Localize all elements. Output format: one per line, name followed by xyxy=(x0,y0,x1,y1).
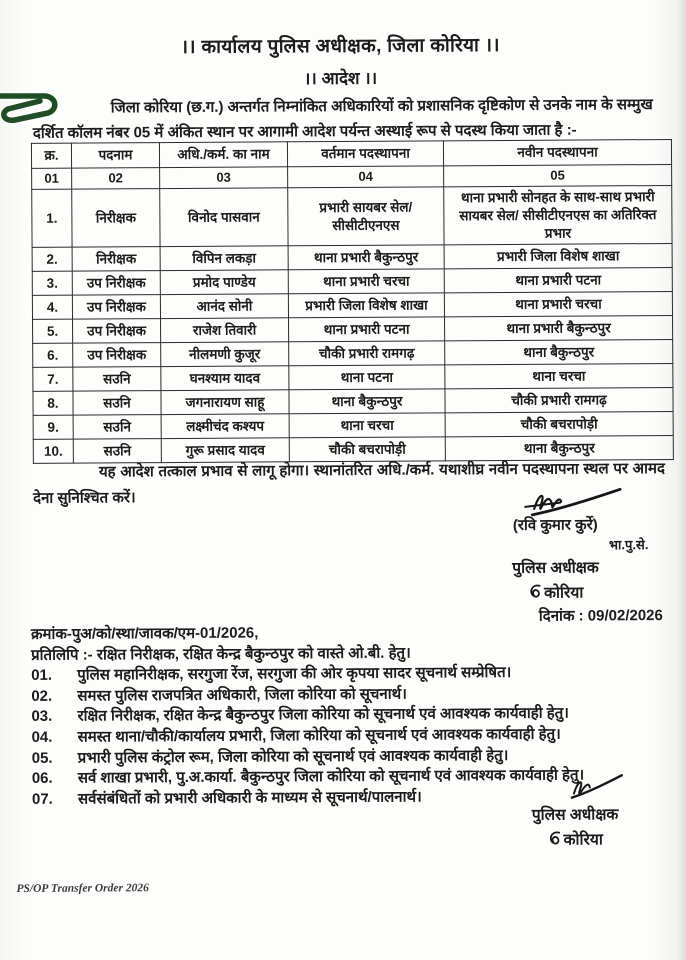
cell-new-posting: थाना बैकुन्ठपुर xyxy=(445,435,673,460)
list-item-text: रक्षित निरीक्षक, रक्षित केन्द्र बैकुन्ठपुर जिला कोरिया को सूचनार्थ एवं आवश्यक कार्यवाही हेतु। xyxy=(77,704,569,725)
cell-name: प्रमोद पाण्डेय xyxy=(160,270,288,295)
cell-designation: निरीक्षक xyxy=(72,189,160,248)
closing-paragraph: यह आदेश तत्काल प्रभाव से लागू होगा। स्थानांतरित अधि./कर्म. यथाशीघ्र नवीन पदस्थापना स्थल पर आमद देना सुनिश्चित करें। xyxy=(33,460,665,507)
cell-current: चौकी प्रभारी रामगढ़ xyxy=(289,341,445,366)
cell-current: थाना प्रभारी चरचा xyxy=(288,269,444,294)
cell-designation: उप निरीक्षक xyxy=(72,295,160,320)
list-item xyxy=(31,704,673,726)
cell-sno: 10. xyxy=(33,439,73,463)
col-number: 01 xyxy=(32,168,72,189)
list-item-number: 07. xyxy=(31,790,53,809)
list-item-text: समस्त पुलिस राजपत्रित अधिकारी, जिला कोरिया को सूचनार्थ। xyxy=(77,685,407,705)
list-item-text: पुलिस महानिरीक्षक, सरगुजा रेंज, सरगुजा की ओर कृपया सादर सूचनार्थ सम्प्रेषित। xyxy=(77,663,512,684)
cell-new-posting: थाना बैकुन्ठपुर xyxy=(445,339,673,364)
cell-sno: 3. xyxy=(32,271,72,295)
cell-current: चौकी बचरापोड़ी xyxy=(289,437,445,462)
cell-sno: 8. xyxy=(33,391,73,415)
list-item-number: 03. xyxy=(31,708,53,726)
cell-name: विनोद पासवान xyxy=(160,188,288,247)
signatory-service: भा.पु.से. xyxy=(608,537,649,553)
cell-new-posting: चौकी प्रभारी रामगढ़ xyxy=(445,387,673,412)
cell-new-posting: चौकी बचरापोड़ी xyxy=(445,411,673,436)
cell-current: थाना प्रभारी बैकुन्ठपुर xyxy=(288,245,444,270)
cell-sno: 5. xyxy=(33,319,73,343)
col-header-new-posting: नवीन पदस्थापना xyxy=(443,139,671,165)
transfer-table xyxy=(31,139,674,464)
cell-current: प्रभारी जिला विशेष शाखा xyxy=(288,293,444,318)
list-item xyxy=(31,684,673,706)
cell-name: राजेश तिवारी xyxy=(161,318,289,343)
cell-designation: सउनि xyxy=(73,391,161,416)
signatory-designation: पुलिस अधीक्षक xyxy=(531,806,619,824)
signatory-district xyxy=(500,827,650,850)
col-number: 05 xyxy=(444,164,672,186)
cell-new-posting: थाना प्रभारी सोनहत के साथ-साथ प्रभारी सायबर सेल/ सीसीटीएनएस का अतिरिक्त प्रभार xyxy=(444,185,672,244)
cell-new-posting: थाना चरचा xyxy=(445,363,673,388)
office-title: ।। कार्यालय पुलिस अधीक्षक, जिला कोरिया ।। xyxy=(180,35,500,58)
cell-name: आनंद सोनी xyxy=(160,294,288,319)
col-number: 04 xyxy=(288,166,444,188)
table-header-row xyxy=(31,139,671,168)
col-header-designation: पदनाम xyxy=(71,143,159,169)
cell-current: थाना चरचा xyxy=(289,413,445,438)
cell-designation: उप निरीक्षक xyxy=(73,343,161,368)
list-item-number: 01. xyxy=(31,666,53,684)
cell-sno: 9. xyxy=(33,415,73,439)
cell-new-posting: थाना प्रभारी पटना xyxy=(444,267,672,292)
list-item-text: प्रभारी पुलिस कंट्रोल रूम, जिला कोरिया को सूचनार्थ एवं आवश्यक कार्यवाही हेतु। xyxy=(77,746,509,767)
list-item-text: समस्त थाना/चौकी/कार्यालय प्रभारी, जिला कोरिया को सूचनार्थ एवं आवश्यक कार्यवाही हेतु। xyxy=(77,725,561,746)
col-number: 03 xyxy=(160,167,288,189)
cell-name: जगनारायण साहू xyxy=(161,390,289,415)
list-item-number: 05. xyxy=(31,749,53,767)
signatory-name: (रवि कुमार कुर्रे) xyxy=(512,516,598,534)
signature-scribble-icon xyxy=(562,772,626,802)
cell-current: थाना बैकुन्ठपुर xyxy=(289,389,445,414)
cell-new-posting: प्रभारी जिला विशेष शाखा xyxy=(444,243,672,268)
cell-name: गुरू प्रसाद यादव xyxy=(161,438,289,463)
copy-heading: प्रतिलिपि :- रक्षित निरीक्षक, रक्षित केन्द्र बैकुन्ठपुर को वास्ते ओ.बी. हेतु। xyxy=(31,644,411,664)
cell-new-posting: थाना प्रभारी चरचा xyxy=(444,291,672,316)
cell-designation: सउनि xyxy=(73,415,161,440)
col-header-current-posting: वर्तमान पदस्थापना xyxy=(287,141,443,167)
list-item-text: सर्व शाखा प्रभारी, पु.अ.कार्या. बैकुन्ठपुर जिला कोरिया को सूचनार्थ एवं आवश्यक कार्यवाही हेतु। xyxy=(77,766,585,788)
intro-paragraph: जिला कोरिया (छ.ग.) अन्तर्गत निम्नांकित अधिकारियों को प्रशासनिक दृष्टिकोण से उनके नाम के सम्मुख दर्शित कॉलम नंबर 05 में अंकित स्थान पर आगामी आदेश पर्यन्त अस्थाई रूप से पदस्थ किया जाता है :- xyxy=(32,96,653,142)
district-label: कोरिया xyxy=(544,584,584,602)
initial-scribble-icon xyxy=(547,830,562,848)
col-header-name: अधि./कर्म. का नाम xyxy=(159,142,287,168)
cell-current: थाना प्रभारी पटना xyxy=(289,317,445,342)
cell-designation: सउनि xyxy=(73,367,161,392)
col-header-sno: क्र. xyxy=(31,143,71,168)
initial-scribble-icon xyxy=(528,583,543,601)
list-item xyxy=(32,725,674,747)
cell-sno: 2. xyxy=(32,247,72,271)
cell-designation: निरीक्षक xyxy=(72,247,160,272)
cell-name: लक्ष्मीचंद कश्यप xyxy=(161,414,289,439)
date-line: दिनांक : 09/02/2026 xyxy=(538,607,663,625)
cell-name: घनश्याम यादव xyxy=(161,366,289,391)
cell-sno: 7. xyxy=(33,367,73,391)
order-title: ।। आदेश ।। xyxy=(303,68,378,89)
cell-name: विपिन लकड़ा xyxy=(160,246,288,271)
reference-number: क्रमांक-पुअ/को/स्था/जावक/एम-01/2026, xyxy=(30,624,259,643)
list-item-number: 02. xyxy=(31,687,53,705)
list-item-number: 06. xyxy=(31,770,53,788)
table-row xyxy=(32,185,672,247)
list-item xyxy=(31,663,673,685)
footer-note: PS/OP Transfer Order 2026 xyxy=(16,882,149,895)
cell-sno: 4. xyxy=(32,295,72,319)
signature-block xyxy=(448,484,663,603)
list-item-number: 04. xyxy=(31,728,53,746)
cell-new-posting: थाना प्रभारी बैकुन्ठपुर xyxy=(445,315,673,340)
cell-name: नीलमणी कुजूर xyxy=(161,342,289,367)
cell-current: प्रभारी सायबर सेल/ सीसीटीएनएस xyxy=(288,187,444,246)
list-item-text: सर्वसंबंधितों को प्रभारी अधिकारी के माध्यम से सूचनार्थ/पालनार्थ। xyxy=(77,788,422,808)
cell-current: थाना पटना xyxy=(289,365,445,390)
list-item xyxy=(32,746,674,768)
cell-sno: 1. xyxy=(32,189,72,247)
signature-block-secondary xyxy=(500,772,650,850)
district-label: कोरिया xyxy=(563,831,603,849)
paperclip-icon xyxy=(0,88,76,130)
signatory-designation: पुलिस अधीक्षक xyxy=(512,559,599,577)
cell-designation: उप निरीक्षक xyxy=(72,271,160,296)
cell-designation: उप निरीक्षक xyxy=(73,319,161,344)
col-number: 02 xyxy=(72,168,160,190)
cell-sno: 6. xyxy=(33,343,73,367)
signatory-district xyxy=(449,580,663,603)
cell-designation: सउनि xyxy=(73,439,161,464)
